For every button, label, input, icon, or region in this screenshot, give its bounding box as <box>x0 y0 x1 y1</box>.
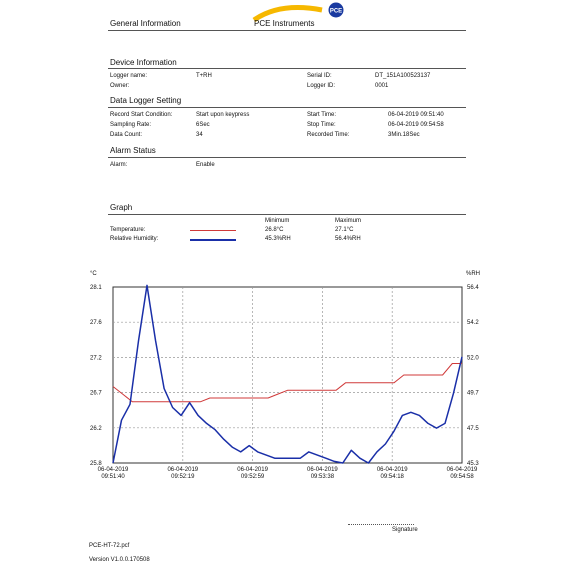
x-tick-time: 09:53:38 <box>310 474 335 480</box>
stop-time-value: 06-04-2019 09:54:58 <box>388 122 444 128</box>
temperature-min: 26.8°C <box>265 227 284 233</box>
serial-id-value: DT_151A100523137 <box>375 73 431 79</box>
x-tick-date: 06-04-2019 <box>167 467 199 473</box>
start-time-value: 06-04-2019 09:51:40 <box>388 112 444 118</box>
left-tick-label: 27.6 <box>90 320 102 327</box>
x-tick-date: 06-04-2019 <box>376 467 408 473</box>
recorded-time-value: 3Min.18Sec <box>388 132 420 138</box>
device-info-heading: Device Information <box>110 58 177 67</box>
x-tick-date: 06-04-2019 <box>446 467 478 473</box>
x-tick-time: 09:54:58 <box>450 474 474 480</box>
start-condition-value: Start upon keypress <box>196 112 250 118</box>
logger-id-label: Logger ID: <box>307 83 336 89</box>
left-tick-label: 27.2 <box>90 355 102 362</box>
data-count-label: Data Count: <box>110 132 143 138</box>
signature-label: Signature <box>392 527 418 533</box>
logger-id-value: 0001 <box>375 83 389 89</box>
left-axis-unit: °C <box>90 271 97 277</box>
minimum-header: Minimum <box>265 218 290 224</box>
device-info-rule <box>108 68 466 69</box>
recorded-time-label: Recorded Time: <box>307 132 350 138</box>
graph-rule <box>108 214 466 215</box>
stop-time-label: Stop Time: <box>307 122 336 128</box>
right-axis-unit: %RH <box>466 271 481 277</box>
logger-name-label: Logger name: <box>110 73 148 79</box>
sampling-rate-label: Sampling Rate: <box>110 122 152 128</box>
general-information-title: General Information <box>110 19 181 28</box>
logger-setting-heading: Data Logger Setting <box>110 96 182 105</box>
owner-label: Owner: <box>110 83 130 89</box>
temperature-max: 27.1°C <box>335 227 354 233</box>
right-tick-label: 54.2 <box>467 320 479 327</box>
legend-humidity-swatch <box>190 239 236 241</box>
x-tick-time: 09:52:19 <box>171 474 195 480</box>
start-time-label: Start Time: <box>307 112 337 118</box>
alarm-value: Enable <box>196 162 215 168</box>
sampling-rate-value: 6Sec <box>196 122 210 128</box>
start-condition-label: Record Start Condition: <box>110 112 173 118</box>
left-tick-label: 26.2 <box>90 425 102 432</box>
humidity-series-line <box>113 285 462 463</box>
x-tick-time: 09:52:59 <box>240 474 265 480</box>
right-tick-label: 52.0 <box>467 355 479 362</box>
file-name: PCE-HT-72.pcf <box>89 543 130 549</box>
alarm-label: Alarm: <box>110 162 128 168</box>
maximum-header: Maximum <box>335 218 362 224</box>
legend-temperature-label: Temperature: <box>110 227 146 233</box>
temperature-series-line <box>113 364 462 402</box>
x-tick-date: 06-04-2019 <box>307 467 338 473</box>
version-text: Version V1.0.0.170508 <box>89 557 150 563</box>
data-count-value: 34 <box>196 132 203 138</box>
x-tick-date: 06-04-2019 <box>237 467 268 473</box>
right-tick-label: 47.5 <box>467 425 479 432</box>
sensor-line-chart <box>0 260 575 500</box>
signature-line <box>348 524 414 525</box>
x-tick-time: 09:51:40 <box>101 474 125 480</box>
alarm-status-heading: Alarm Status <box>110 146 156 155</box>
graph-heading: Graph <box>110 203 133 212</box>
logo-badge-text: PCE <box>329 8 343 15</box>
humidity-min: 45.3%RH <box>265 236 291 242</box>
humidity-max: 56.4%RH <box>335 236 361 242</box>
legend-temperature-swatch <box>190 230 236 231</box>
x-tick-time: 09:54:18 <box>380 474 404 480</box>
logger-name-value: T+RH <box>196 73 212 79</box>
legend-humidity-label: Relative Humidity: <box>110 236 159 242</box>
right-tick-label: 45.3 <box>467 461 479 467</box>
left-tick-label: 25.8 <box>90 461 102 467</box>
x-tick-date: 06-04-2019 <box>97 467 129 473</box>
right-tick-label: 49.7 <box>467 390 479 397</box>
logger-setting-rule <box>108 107 466 108</box>
right-tick-label: 56.4 <box>467 285 479 291</box>
serial-id-label: Serial ID: <box>307 73 332 79</box>
alarm-status-rule <box>108 157 466 158</box>
brand-name: PCE Instruments <box>254 19 315 28</box>
left-tick-label: 26.7 <box>90 390 102 397</box>
left-tick-label: 28.1 <box>90 285 102 291</box>
header-rule <box>108 30 466 31</box>
